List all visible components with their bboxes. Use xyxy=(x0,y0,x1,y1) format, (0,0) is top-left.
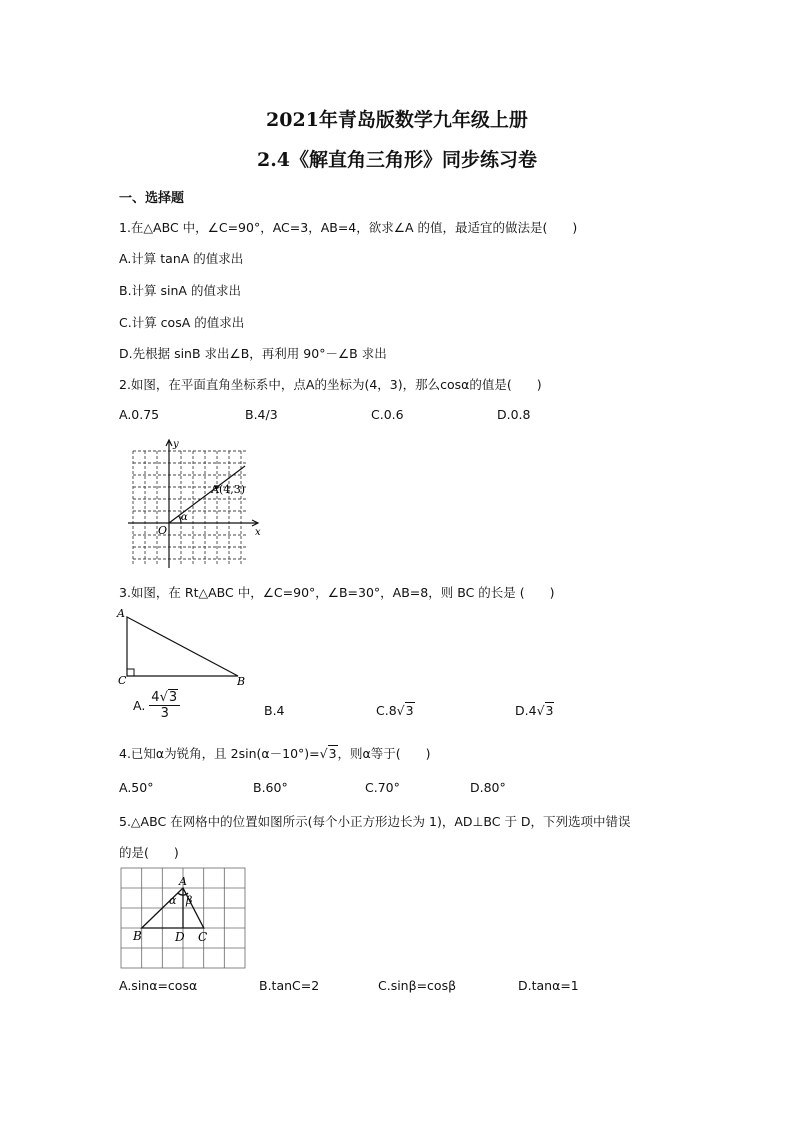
x-axis-label: x xyxy=(255,527,261,538)
question-4-option-a: A.50° xyxy=(119,780,154,795)
question-1-option-b: B.计算 sinA 的值求出 xyxy=(119,283,241,298)
foot-d-label: D xyxy=(175,930,185,944)
document-title: 2021年青岛版数学九年级上册 xyxy=(266,109,528,131)
y-axis-label: y xyxy=(173,439,179,450)
question-1-option-d: D.先根据 sinB 求出∠B，再利用 90°－∠B 求出 xyxy=(119,346,387,361)
question-2-option-c: C.0.6 xyxy=(371,407,404,422)
vertex-b-label: B xyxy=(237,675,246,687)
question-2-option-a: A.0.75 xyxy=(119,407,160,422)
question-5-option-a: A.sinα=cosα xyxy=(119,978,198,993)
question-4-option-d: D.80° xyxy=(470,780,506,795)
question-5-option-b: B.tanC=2 xyxy=(259,978,320,993)
question-4-option-b: B.60° xyxy=(253,780,288,795)
section-heading: 一、选择题 xyxy=(119,191,185,206)
grid-triangle-figure xyxy=(119,866,247,970)
question-5-stem-line-1: 5.△ABC 在网格中的位置如图所示(每个小正方形边长为 1)，AD⊥BC 于 D，下列选项中错误 xyxy=(119,814,631,829)
angle-beta-label: β xyxy=(186,894,193,907)
document-subtitle: 2.4《解直角三角形》同步练习卷 xyxy=(256,149,538,171)
vertex-c-label: C xyxy=(198,930,208,944)
question-2-option-d: D.0.8 xyxy=(497,407,531,422)
question-1-option-a: A.计算 tanA 的值求出 xyxy=(119,251,244,266)
question-4-option-c: C.70° xyxy=(365,780,400,795)
question-2-option-b: B.4/3 xyxy=(245,407,278,422)
question-5-stem-line-2: 的是( ) xyxy=(119,845,179,860)
coordinate-grid-figure xyxy=(125,437,265,569)
question-3-option-b: B.4 xyxy=(264,703,285,718)
angle-alpha-label: α xyxy=(169,894,177,907)
question-4-stem: 4.已知α为锐角，且 2sin(α－10°)=√3，则α等于( ) xyxy=(119,746,431,761)
question-1-option-c: C.计算 cosA 的值求出 xyxy=(119,315,245,330)
question-3-option-c: C.8√3 xyxy=(376,703,414,718)
right-triangle-figure xyxy=(116,605,251,687)
question-1-stem: 1.在△ABC 中，∠C=90°，AC=3，AB=4，欲求∠A 的值，最适宜的做法是( ) xyxy=(119,220,578,235)
vertex-c-label: C xyxy=(118,674,127,687)
angle-alpha-label: α xyxy=(181,512,188,523)
question-3-option-d: D.4√3 xyxy=(515,703,554,718)
origin-label: O xyxy=(158,524,168,537)
question-5-option-c: C.sinβ=cosβ xyxy=(378,978,457,993)
question-3-option-a: A. $\frac{4√3}{3}$ xyxy=(133,690,180,721)
question-3-stem: 3.如图，在 Rt△ABC 中，∠C=90°，∠B=30°，AB=8，则 BC 的长是 ( ) xyxy=(119,585,555,600)
question-2-stem: 2.如图，在平面直角坐标系中，点A的坐标为(4，3)，那么cosα的值是( ) xyxy=(119,377,542,392)
question-5-option-d: D.tanα=1 xyxy=(518,978,579,993)
vertex-a-label: A xyxy=(117,607,125,620)
point-a-label: A(4,3) xyxy=(211,483,246,496)
vertex-a-label: A xyxy=(179,875,187,888)
vertex-b-label: B xyxy=(133,929,142,943)
